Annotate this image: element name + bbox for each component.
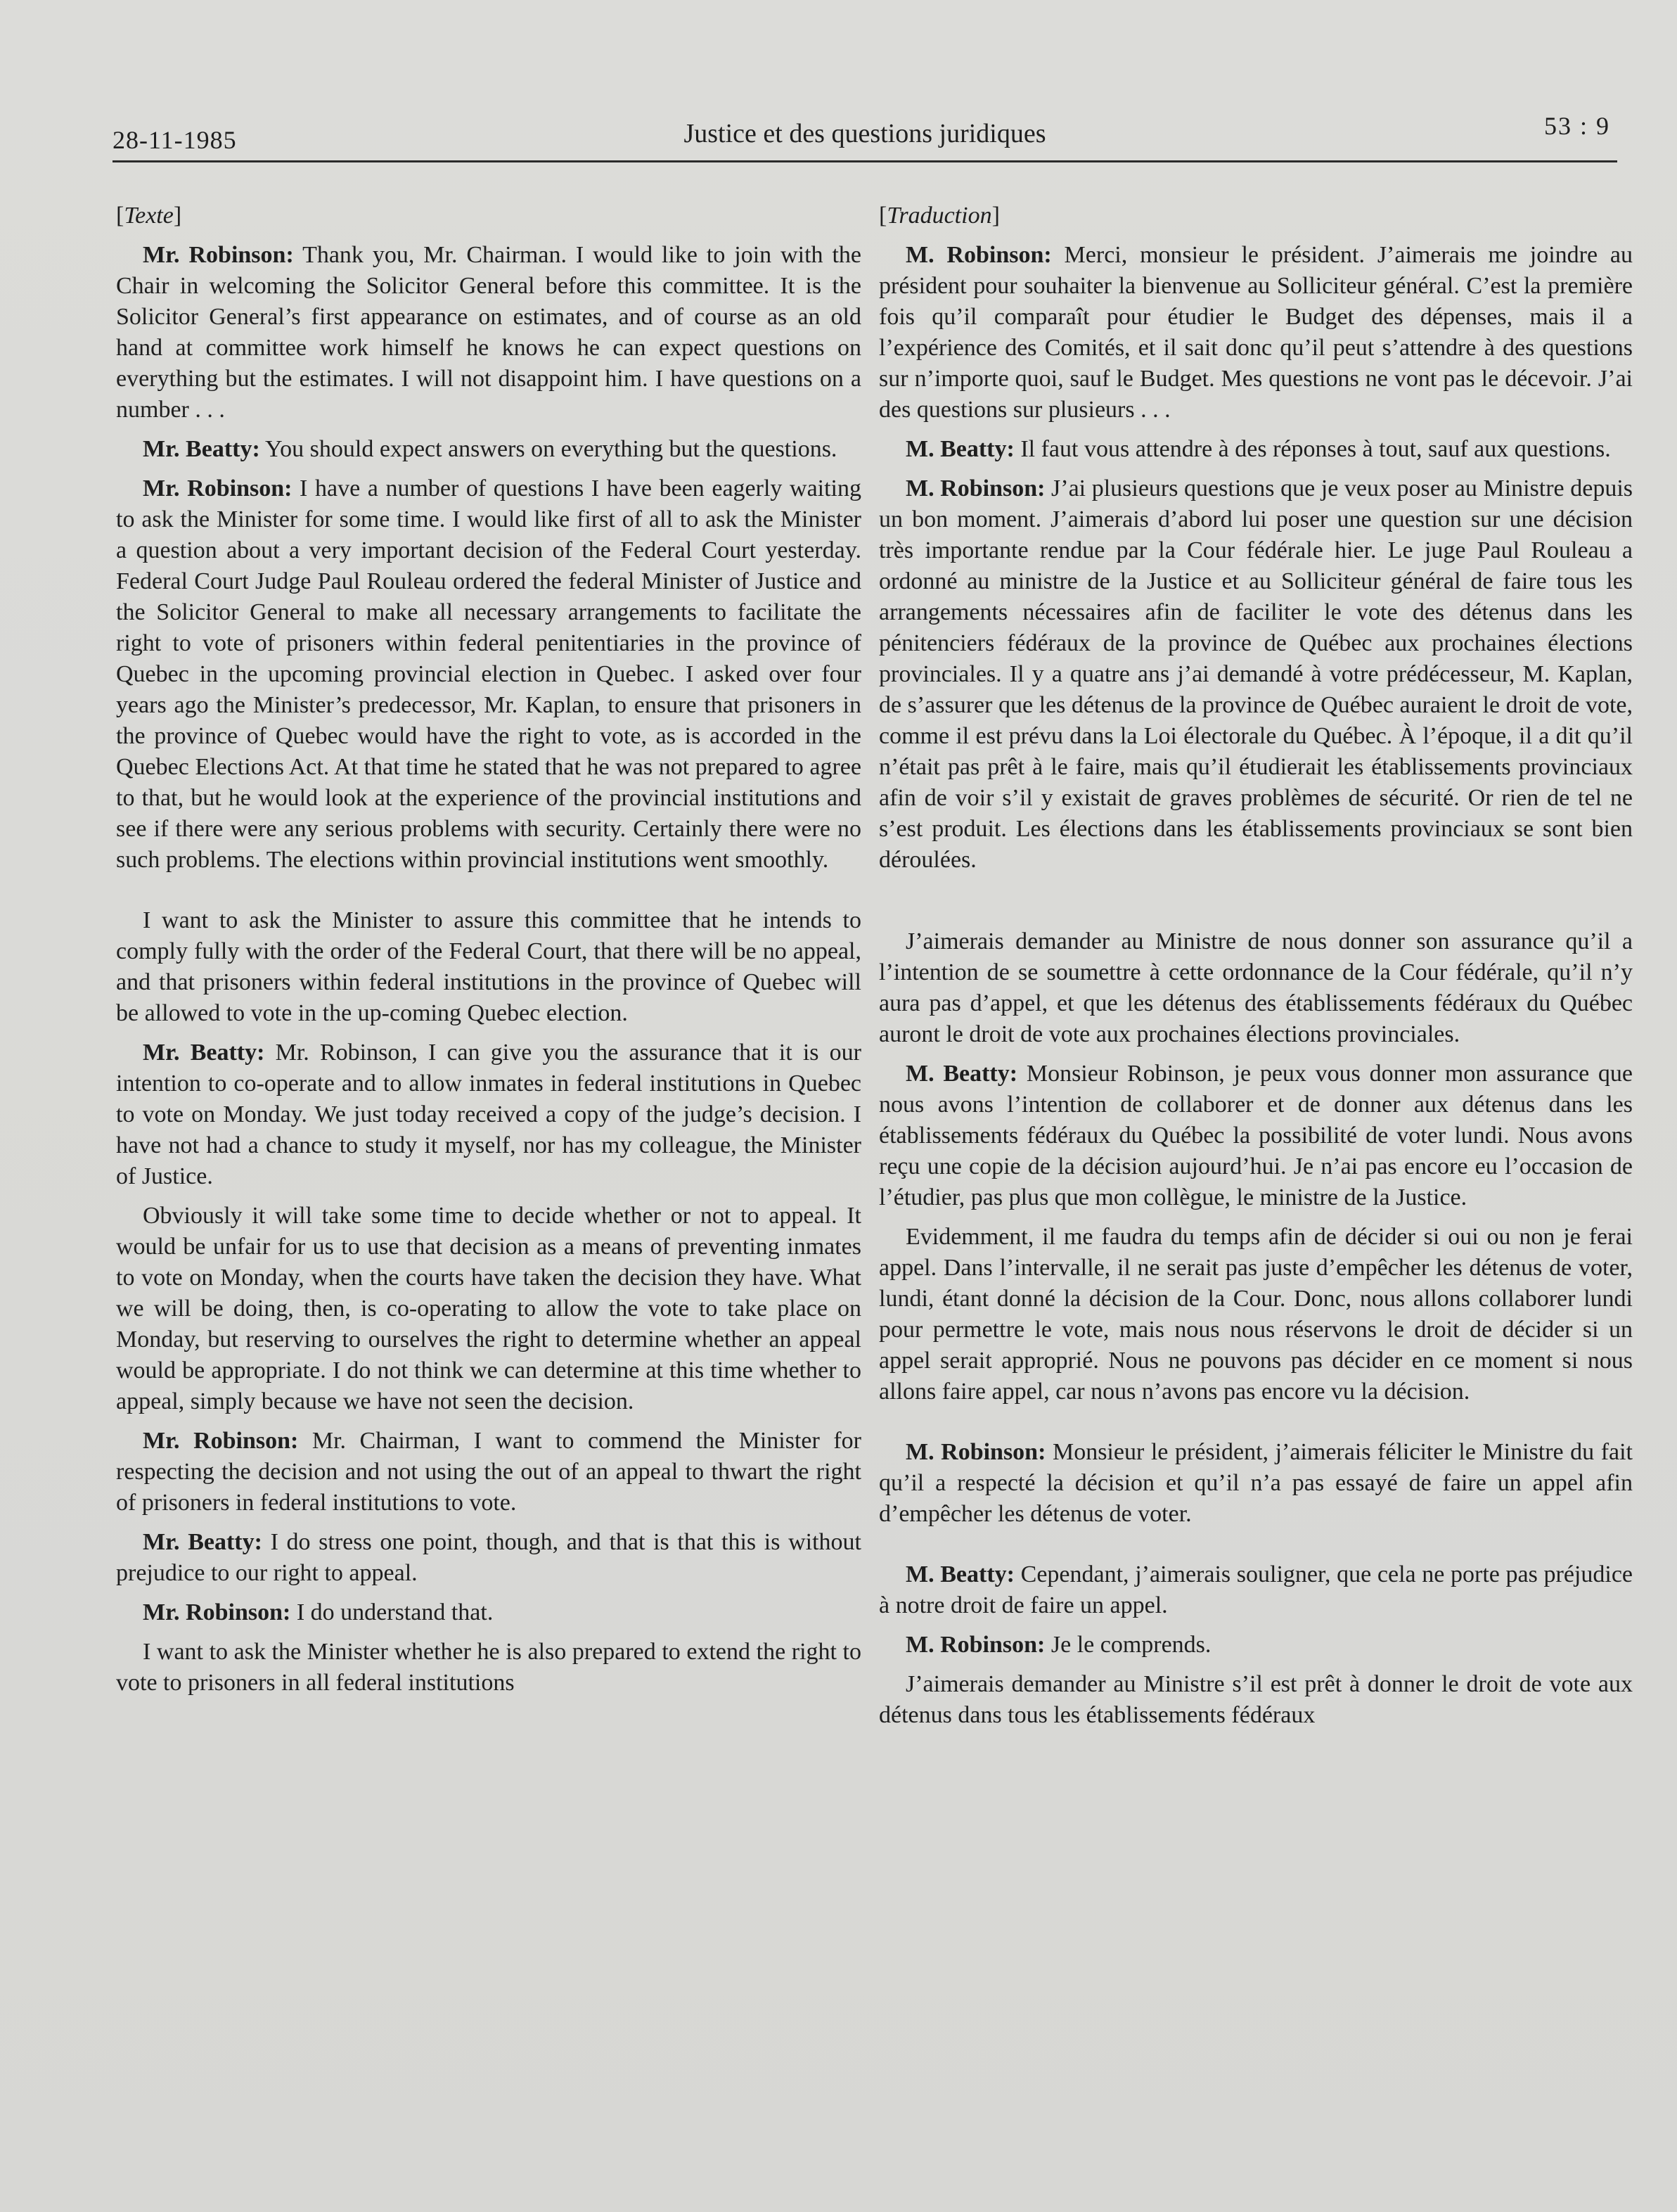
- speaker-name: Mr. Beatty:: [143, 436, 260, 462]
- speaker-name: M. Robinson:: [906, 1632, 1046, 1658]
- paragraph: J’aimerais demander au Ministre s’il est prêt à donner le droit de vote aux détenus dans tous les établissements fédéraux: [879, 1671, 1633, 1728]
- paragraph: I want to ask the Minister to assure this committee that he intends to comply fully with the order of the Federal Court, that there will be no appeal, and that prisoners within federal institutions in the province of Quebec will be allowed to vote in the up-coming Quebec election.: [116, 907, 861, 1026]
- paragraph: Evidemment, il me faudra du temps afin de décider si oui ou non je ferai appel. Dans l’intervalle, il ne serait pas juste d’empêcher les détenus de voter, lundi, étant donné la décision de la Cour. Donc, nous allons collaborer lundi pour permettre le vote, mais nous nous réservons le droit de décider si un appel serait approprié. Nous ne pouvons pas décider en ce moment si nous allons faire appel, car nous n’avons pas encore vu la décision.: [879, 1224, 1633, 1405]
- paragraph: M. Beatty: Cependant, j’aimerais souligner, que cela ne porte pas préjudice à notre droit de faire un appel.: [879, 1561, 1633, 1618]
- paragraph: Mr. Robinson: I do understand that.: [143, 1599, 494, 1625]
- section-tag: [Texte]: [116, 203, 182, 229]
- paragraph: Obviously it will take some time to decide whether or not to appeal. It would be unfair for us to use that decision as a means of preventing inmates to vote on Monday, when the courts have taken the decision they have. What we will be doing, then, is co-operating to allow the vote to take place on Monday, but reserving to ourselves the right to determine whether an appeal would be appropriate. I do not think we can determine at this time whether to appeal, simply because we have not seen the decision.: [116, 1203, 861, 1414]
- speaker-name: M. Robinson:: [906, 475, 1046, 501]
- paragraph: M. Robinson: Merci, monsieur le président. J’aimerais me joindre au président pour souhaiter la bienvenue au Solliciteur général. C’est la première fois qu’il comparaît pour étudier le Budget des dépenses, mais il a l’expérience des Comités, et il sait donc qu’il peut s’attendre à des questions sur n’importe quoi, sauf le Budget. Mes questions ne vont pas le décevoir. J’ai des questions sur plusieurs . . .: [879, 242, 1633, 423]
- paragraph: Mr. Beatty: I do stress one point, though, and that is that this is without prejudice to our right to appeal.: [116, 1529, 861, 1586]
- speaker-name: M. Robinson:: [906, 242, 1052, 268]
- paragraph: M. Robinson: Monsieur le président, j’aimerais féliciter le Ministre du fait qu’il a respecté la décision et qu’il n’a pas essayé de faire un appel afin d’empêcher les détenus de voter.: [879, 1439, 1633, 1527]
- paragraph: M. Beatty: Monsieur Robinson, je peux vous donner mon assurance que nous avons l’intention de collaborer et de donner aux détenus dans les établissements fédéraux du Québec la possibilité de voter lundi. Nous avons reçu une copie de la décision aujourd’hui. Je n’ai pas encore eu l’occasion de l’étudier, pas plus que mon collègue, le ministre de la Justice.: [879, 1061, 1633, 1210]
- page-header: [113, 111, 1617, 162]
- paragraph: Mr. Robinson: Mr. Chairman, I want to commend the Minister for respecting the decision and not using the out of an appeal to thwart the right of prisoners in federal institutions to vote.: [116, 1428, 861, 1516]
- speaker-name: Mr. Robinson:: [143, 1599, 291, 1625]
- speaker-name: Mr. Robinson:: [143, 475, 293, 501]
- speaker-name: M. Robinson:: [906, 1439, 1046, 1465]
- paragraph: Mr. Beatty: Mr. Robinson, I can give you the assurance that it is our intention to co-operate and to allow inmates in federal institutions in Quebec to vote on Monday. We just today received a copy of the judge’s decision. I have not had a chance to study it myself, nor has my colleague, the Minister of Justice.: [116, 1040, 862, 1189]
- speaker-name: Mr. Robinson:: [143, 1428, 299, 1454]
- speaker-name: M. Beatty:: [906, 1561, 1015, 1587]
- paragraph: I want to ask the Minister whether he is also prepared to extend the right to vote to prisoners in all federal institutions: [116, 1639, 861, 1696]
- french-column: [879, 200, 1633, 1739]
- speaker-name: M. Beatty:: [906, 436, 1015, 462]
- header-title: Justice et des questions juridiques: [683, 119, 1046, 148]
- speaker-name: Mr. Beatty:: [143, 1040, 265, 1066]
- paragraph: Mr. Robinson: I have a number of questions I have been eagerly waiting to ask the Minister for some time. I would like first of all to ask the Minister a question about a very important decision of the Federal Court yesterday. Federal Court Judge Paul Rouleau ordered the federal Minister of Justice and the Solicitor General to make all necessary arrangements to facilitate the right to vote of prisoners within federal penitentiaries in the province of Quebec in the upcoming provincial election in Quebec. I asked over four years ago the Minister’s predecessor, Mr. Kaplan, to ensure that prisoners in the province of Quebec would have the right to vote, as is accorded in the Quebec Elections Act. At that time he stated that he was not prepared to agree to that, but he would look at the experience of the provincial institutions and see if there were any serious problems with security. Certainly there were no such problems. The elections within provincial institutions went smoothly.: [116, 475, 862, 873]
- section-tag: [Traduction]: [879, 203, 1000, 229]
- speaker-name: Mr. Beatty:: [143, 1529, 262, 1555]
- header-date: 28-11-1985: [113, 126, 237, 154]
- speaker-name: Mr. Robinson:: [143, 242, 294, 268]
- header-page-number: 53 : 9: [1543, 112, 1610, 140]
- english-column: [116, 200, 861, 1707]
- paragraph: M. Beatty: Il faut vous attendre à des réponses à tout, sauf aux questions.: [906, 436, 1611, 462]
- speaker-name: M. Beatty:: [906, 1061, 1018, 1087]
- paragraph: Mr. Beatty: You should expect answers on everything but the questions.: [143, 436, 837, 462]
- paragraph: Mr. Robinson: Thank you, Mr. Chairman. I would like to join with the Chair in welcoming the Solicitor General before this committee. It is the Solicitor General’s first appearance on estimates, and of course as an old hand at committee work himself he knows he can expect questions on everything but the estimates. I will not disappoint him. I have questions on a number . . .: [116, 242, 862, 423]
- paragraph: J’aimerais demander au Ministre de nous donner son assurance qu’il a l’intention de se soumettre à cette ordonnance de la Cour fédérale, qu’il n’y aura pas d’appel, et que les détenus des établissements fédéraux du Québec auront le droit de vote aux prochaines élections provinciales.: [879, 928, 1633, 1047]
- paragraph: M. Robinson: J’ai plusieurs questions que je veux poser au Ministre depuis un bon moment. J’aimerais d’abord lui poser une question sur une décision très importante rendue par la Cour fédérale hier. Le juge Paul Rouleau a ordonné au ministre de la Justice et au Solliciteur général de faire tous les arrangements nécessaires afin de faciliter le vote des détenus dans les pénitenciers fédéraux de la province de Québec aux prochaines élections provinciales. Il y a quatre ans j’ai demandé à votre prédécesseur, M. Kaplan, de s’assurer que les détenus de la province de Québec auraient le droit de vote, comme il est prévu dans la Loi électorale du Québec. À l’époque, il a dit qu’il n’était pas prêt à le faire, mais qu’il étudierait les établissements provinciaux afin de voir s’il y existait de graves problèmes de sécurité. Or rien de tel ne s’est produit. Les élections dans les établissements provinciaux se sont bien déroulées.: [879, 475, 1633, 873]
- paragraph: M. Robinson: Je le comprends.: [906, 1632, 1212, 1658]
